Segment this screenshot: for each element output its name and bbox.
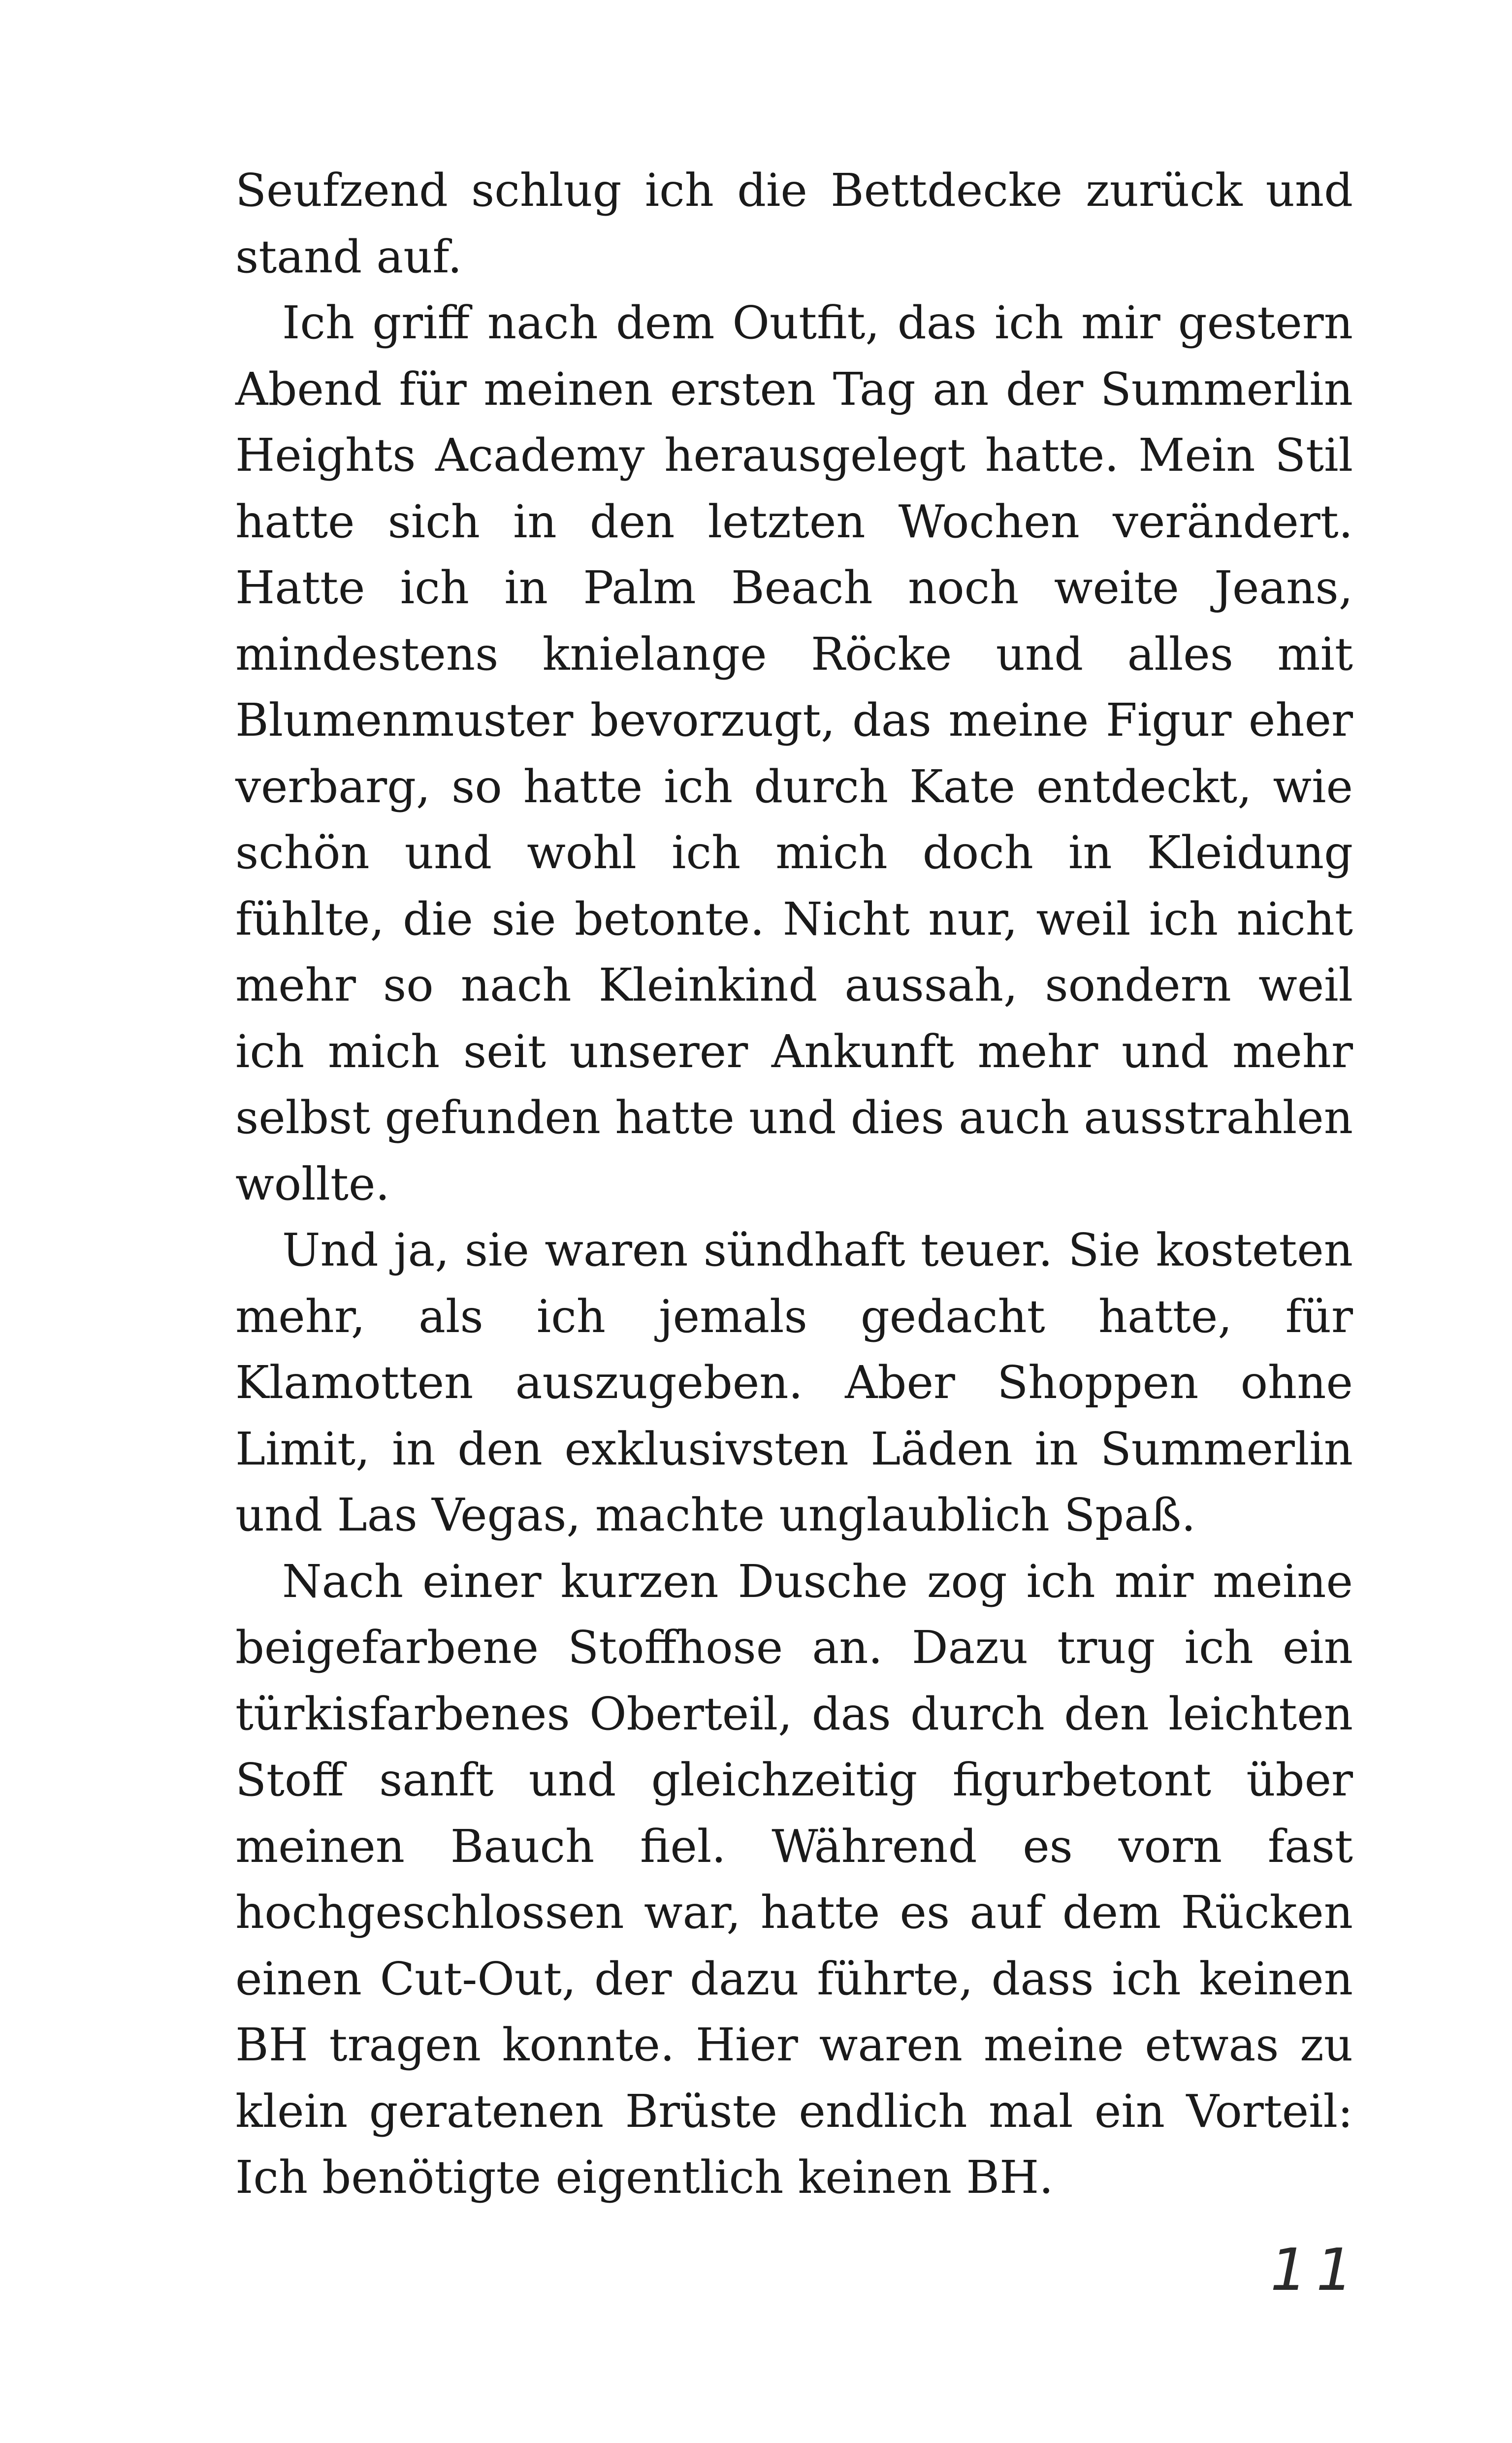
paragraph-3: Und ja, sie waren sündhaft teuer. Sie kosteten mehr, als ich jemals gedacht hatte, für Klamotten auszugeben. Aber Shoppen ohne Limit, in den exklusivsten Läden in Summerlin und Las Vegas, machte unglaublich Spaß. (235, 1224, 1353, 1541)
paragraph-2: Ich griff nach dem Outfit, das ich mir gestern Abend für meinen ersten Tag an der Summerlin Heights Academy herausgelegt hatte. Mein Stil hatte sich in den letzten Wochen verändert. Hatte ich in Palm Beach noch weite Jeans, mindestens knielange Röcke und alles mit Blumenmuster bevorzugt, das meine Figur eher verbarg, so hatte ich durch Kate entdeckt, wie schön und wohl ich mich doch in Kleidung fühlte, die sie betonte. Nicht nur, weil ich nicht mehr so nach Kleinkind aussah, sondern weil ich mich seit unserer Ankunft mehr und mehr selbst gefunden hatte und dies auch ausstrahlen wollte. (235, 296, 1353, 1210)
page-number: 11 (1270, 2236, 1362, 2304)
paragraph-4: Nach einer kurzen Dusche zog ich mir meine beigefarbene Stoffhose an. Dazu trug ich ein türkisfarbenes Oberteil, das durch den leichten Stoff sanft und gleichzeitig figurbetont über meinen Bauch fiel. Während es vorn fast hochgeschlossen war, hatte es auf dem Rücken einen Cut-Out, der dazu führte, dass ich keinen BH tragen konnte. Hier waren meine etwas zu klein geratenen Brüste endlich mal ein Vorteil: Ich benötigte eigentlich keinen BH. (235, 1555, 1353, 2204)
paragraph-1: Seufzend schlug ich die Bettdecke zurück und stand auf. (235, 164, 1353, 283)
body-text (235, 158, 1353, 2211)
